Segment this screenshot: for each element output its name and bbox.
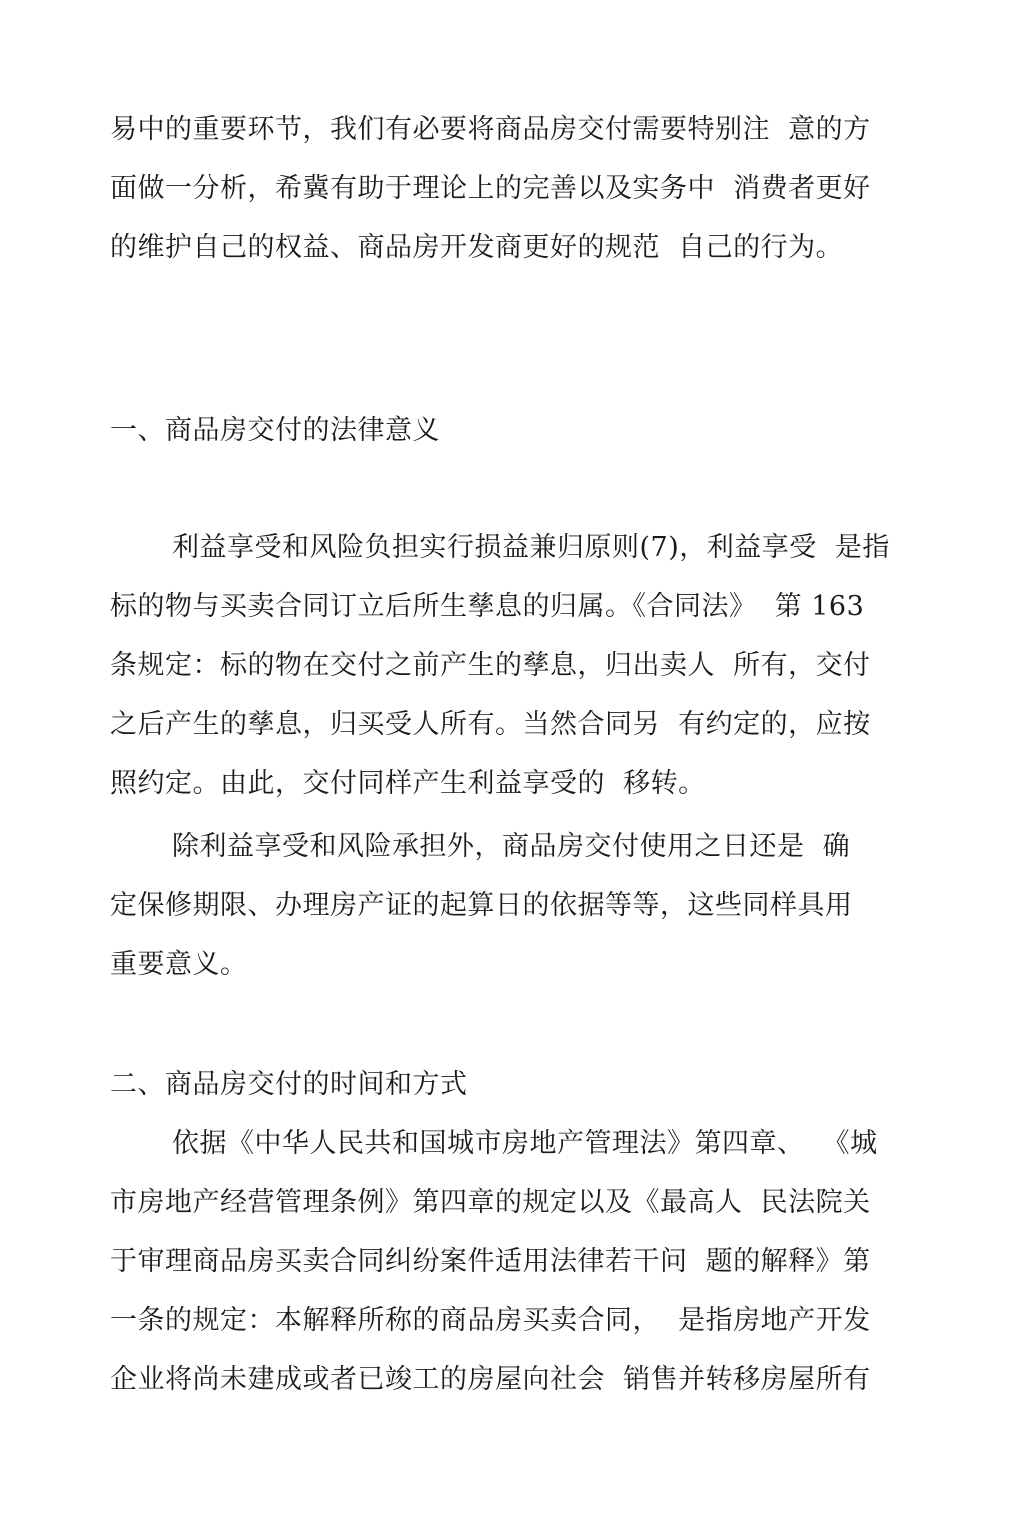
section-1-para-1-line-2: 标的物与买卖合同订立后所生孳息的归属。《合同法》 第 163 <box>110 591 865 622</box>
section-2-para-1-line-5: 企业将尚未建成或者已竣工的房屋向社会 销售并转移房屋所有 <box>110 1364 871 1395</box>
intro-line-1: 易中的重要环节，我们有必要将商品房交付需要特别注 意的方 <box>110 114 871 145</box>
section-1-para-1-line-5: 照约定。由此，交付同样产生利益享受的 移转。 <box>110 768 706 799</box>
section-1-para-2-line-2: 定保修期限、办理房产证的起算日的依据等等，这些同样具用 <box>110 890 853 921</box>
intro-line-3: 的维护自己的权益、商品房开发商更好的规范 自己的行为。 <box>110 232 844 263</box>
section-1-para-1-line-3: 条规定：标的物在交付之前产生的孳息，归出卖人 所有，交付 <box>110 650 871 681</box>
section-1-para-1-line-1: 利益享受和风险负担实行损益兼归原则(7)，利益享受 是指 <box>172 532 890 563</box>
section-1-para-2-line-1: 除利益享受和风险承担外，商品房交付使用之日还是 确 <box>172 831 851 862</box>
section-2-heading: 二、商品房交付的时间和方式 <box>110 1069 468 1100</box>
section-2-para-1-line-1: 依据《中华人民共和国城市房地产管理法》第四章、 《城 <box>172 1128 878 1159</box>
section-1-para-2-line-3: 重要意义。 <box>110 949 248 980</box>
intro-line-2: 面做一分析，希冀有助于理论上的完善以及实务中 消费者更好 <box>110 173 871 204</box>
section-2-para-1-line-4: 一条的规定：本解释所称的商品房买卖合同， 是指房地产开发 <box>110 1305 871 1336</box>
section-1-para-1-line-4: 之后产生的孳息，归买受人所有。当然合同另 有约定的，应按 <box>110 709 871 740</box>
section-1-heading: 一、商品房交付的法律意义 <box>110 415 440 446</box>
section-2-para-1-line-2: 市房地产经营管理条例》第四章的规定以及《最高人 民法院关 <box>110 1187 871 1218</box>
section-2-para-1-line-3: 于审理商品房买卖合同纠纷案件适用法律若干问 题的解释》第 <box>110 1246 871 1277</box>
